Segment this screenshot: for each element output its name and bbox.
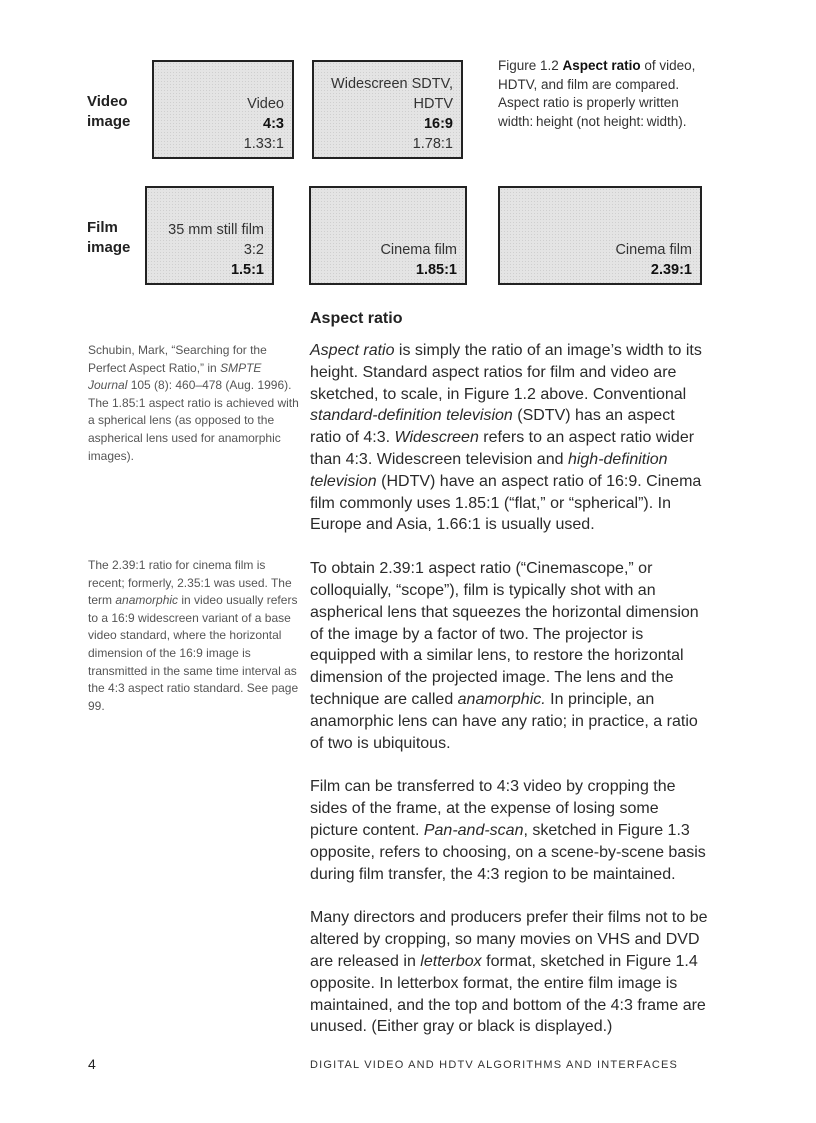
paragraph bbox=[310, 776, 708, 885]
box-label: Video bbox=[247, 96, 284, 112]
box-decimal: 1.5:1 bbox=[230, 262, 264, 278]
italic-term: Widescreen bbox=[394, 429, 479, 447]
box-decimal: 2.39:1 bbox=[650, 262, 692, 278]
aspect-box-film-3-2 bbox=[145, 186, 274, 285]
box-label: Widescreen SDTV, bbox=[331, 76, 453, 92]
text-run: Many directors and producers prefer their films not to be altered by cropping, so many movies on VHS and DVD are released in bbox=[310, 909, 708, 970]
paragraph bbox=[310, 340, 708, 536]
aspect-box-film-2-39 bbox=[498, 186, 702, 285]
italic-term: Pan-and-scan bbox=[423, 821, 524, 839]
row-label-line: image bbox=[87, 239, 131, 256]
italic-term: standard-definition television bbox=[310, 407, 513, 425]
box-ratio: 4:3 bbox=[263, 116, 284, 132]
italic-term: letterbox bbox=[420, 952, 482, 970]
row-label-line: Film bbox=[87, 219, 118, 236]
row-label-film bbox=[87, 218, 130, 258]
row-label-video bbox=[87, 92, 130, 132]
aspect-box-film-1-85 bbox=[309, 186, 467, 285]
box-label: HDTV bbox=[413, 96, 453, 112]
text-run: 105 (8): 460–478 (Aug. 1996). The 1.85:1 aspect ratio is achieved with a spherical lens (as opposed to the aspherical lens used for anamorphic images). bbox=[88, 378, 299, 463]
text-run: To obtain 2.39:1 aspect ratio (“Cinemascope,” or colloquially, “scope”), film is typically shot with an aspherical lens that squeezes the horizontal dimension of the image by a factor of two. The projector is equipped with a similar lens, to restore the horizontal dimension of the projected image. The lens and the technique are called bbox=[310, 560, 699, 708]
italic-term: Aspect ratio bbox=[310, 342, 395, 359]
text-run: , sketched in Figure 1.3 opposite, refers to choosing, on a scene-by-scene basis during film transfer, the 4:3 region to be maintained. bbox=[310, 821, 706, 883]
text-run: in video usually refers to a 16:9 widescreen variant of a base video standard, where the horizontal dimension of the 16:9 image is transmitted in the same time interval as the 4:3 aspect ratio standard. See page 99. bbox=[88, 593, 299, 713]
box-decimal: 1.85:1 bbox=[415, 262, 457, 278]
aspect-box-video-16-9 bbox=[312, 60, 463, 159]
bold-term: Aspect ratio bbox=[562, 58, 641, 73]
sidenote-schubin bbox=[88, 342, 300, 465]
box-label: Cinema film bbox=[380, 242, 457, 258]
paragraph bbox=[310, 558, 708, 754]
text-run: The 2.39:1 ratio for cinema film is recent; formerly, 2.35:1 was used. The term bbox=[88, 558, 292, 608]
italic-term: SMPTE Journal bbox=[88, 360, 262, 393]
text-run: is simply the ratio of an image’s width to its height. Standard aspect ratios for film and video are sketched, to scale, in Figure 1.2 above. Conventional bbox=[310, 342, 702, 403]
text-run: In principle, an anamorphic lens can have any ratio; in practice, a ratio of two is ubiquitous. bbox=[310, 690, 698, 752]
running-head: DIGITAL VIDEO AND HDTV ALGORITHMS AND INTERFACES bbox=[310, 1059, 679, 1071]
page-number: 4 bbox=[88, 1056, 96, 1072]
italic-term: anamorphic. bbox=[457, 690, 546, 708]
text-run: Schubin, Mark, “Searching for the Perfect Aspect Ratio,” in bbox=[88, 343, 267, 375]
sidenote-anamorphic bbox=[88, 557, 300, 715]
box-label: 35 mm still film bbox=[168, 222, 264, 238]
section-heading: Aspect ratio bbox=[310, 310, 403, 327]
paragraph bbox=[310, 907, 708, 1038]
text-run: (SDTV) has an aspect ratio of 4:3. bbox=[310, 407, 675, 447]
text-run: (HDTV) have an aspect ratio of 16:9. Cinema film commonly uses 1.85:1 (“flat,” or “spherical”). In Europe and Asia, 1.66:1 is usually used. bbox=[310, 472, 702, 534]
italic-term: anamorphic bbox=[115, 593, 179, 608]
box-decimal: 1.78:1 bbox=[412, 136, 453, 152]
body-text bbox=[310, 340, 708, 1060]
text-run: format, sketched in Figure 1.4 opposite. In letterbox format, the entire film image is maintained, and the top and bottom of the 4:3 frame are unused. (Either gray or black is displayed.) bbox=[310, 952, 706, 1036]
box-ratio: 3:2 bbox=[243, 242, 264, 258]
text-run: of video, HDTV, and film are compared. Aspect ratio is properly written width: height (not height: width). bbox=[498, 58, 696, 129]
text-run: Film can be transferred to 4:3 video by cropping the sides of the frame, at the expense of losing some picture content. bbox=[310, 778, 676, 839]
row-label-line: Video bbox=[87, 93, 128, 110]
row-label-line: image bbox=[87, 113, 131, 130]
figure-caption bbox=[498, 57, 713, 131]
box-label: Cinema film bbox=[615, 242, 692, 258]
italic-term: high-definition television bbox=[310, 450, 668, 490]
box-decimal: 1.33:1 bbox=[243, 136, 284, 152]
text-run: refers to an aspect ratio wider than 4:3. Widescreen television and bbox=[310, 429, 695, 468]
aspect-box-video-4-3 bbox=[152, 60, 294, 159]
box-ratio: 16:9 bbox=[423, 116, 453, 132]
text-run: Figure 1.2 bbox=[498, 58, 563, 73]
